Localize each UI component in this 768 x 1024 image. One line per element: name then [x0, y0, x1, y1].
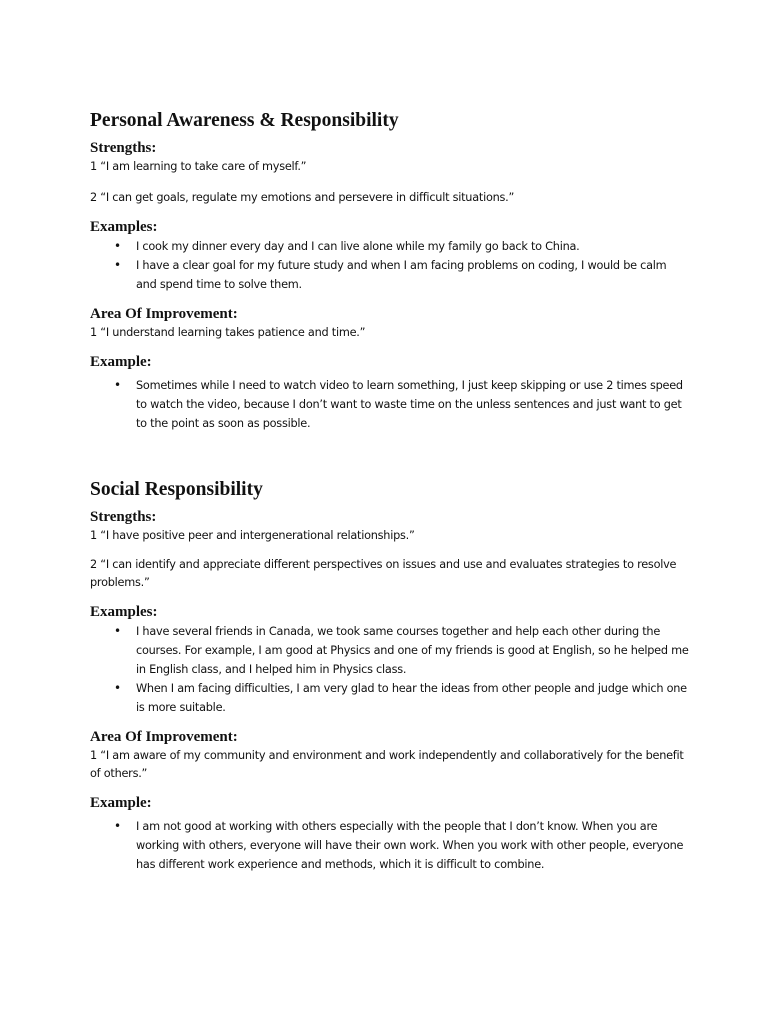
- section-personal-awareness: [90, 108, 690, 433]
- example-text: I have several friends in Canada, we took same courses together and help each other during the courses. For example, I am good at Physics and one of my friends is good at English, so he helped me in English class, and I helped him in Physics class.: [136, 625, 689, 676]
- improvement-heading: Area Of Improvement:: [90, 306, 238, 322]
- bullet: •: [114, 378, 121, 392]
- bullet: •: [114, 819, 121, 833]
- example-text: I have a clear goal for my future study and when I am facing problems on coding, I would be calm and spend time to solve them.: [136, 259, 667, 291]
- bullet: •: [114, 258, 121, 272]
- improvement-text: 1 “I am aware of my community and environment and work independently and collaboratively for the benefit of others.”: [90, 749, 684, 780]
- list-item: [90, 622, 690, 679]
- improvement-heading: Area Of Improvement:: [90, 729, 238, 745]
- list-item: [90, 376, 690, 433]
- section-title: Social Responsibility: [90, 479, 263, 500]
- example-heading: Example:: [90, 795, 152, 811]
- bullet: •: [114, 239, 121, 253]
- strengths-heading: Strengths:: [90, 509, 157, 525]
- strengths-heading: Strengths:: [90, 140, 157, 156]
- example-heading: Example:: [90, 354, 152, 370]
- example-text: I am not good at working with others especially with the people that I don’t know. When you are working with others, everyone will have their own work. When you work with other people, everyone has different work experience and methods, which it is difficult to combine.: [136, 820, 684, 871]
- section-title: Personal Awareness & Responsibility: [90, 110, 399, 131]
- examples-list: [90, 237, 690, 294]
- example-text: When I am facing difficulties, I am very glad to hear the ideas from other people and judge which one is more suitable.: [136, 682, 687, 714]
- example-text: I cook my dinner every day and I can live alone while my family go back to China.: [136, 240, 580, 253]
- examples-heading: Examples:: [90, 219, 158, 235]
- strength-item: 1 “I am learning to take care of myself.”: [90, 160, 307, 173]
- list-item: [90, 256, 690, 294]
- strength-item: 2 “I can get goals, regulate my emotions and persevere in difficult situations.”: [90, 191, 515, 204]
- strength-item: 2 “I can identify and appreciate different perspectives on issues and use and evaluates strategies to resolve problems.”: [90, 558, 677, 589]
- example-list: [90, 817, 690, 874]
- list-item: [90, 679, 690, 717]
- list-item: [90, 817, 690, 874]
- examples-heading: Examples:: [90, 604, 158, 620]
- bullet: •: [114, 624, 121, 638]
- strength-item: 1 “I have positive peer and intergenerational relationships.”: [90, 529, 415, 542]
- example-list: [90, 376, 690, 433]
- bullet: •: [114, 681, 121, 695]
- section-social-responsibility: [90, 477, 690, 874]
- example-text: Sometimes while I need to watch video to learn something, I just keep skipping or use 2 times speed to watch the video, because I don’t want to waste time on the unless sentences and just want to get to the point as soon as possible.: [136, 379, 683, 430]
- improvement-text: 1 “I understand learning takes patience and time.”: [90, 326, 366, 339]
- list-item: [90, 237, 690, 256]
- examples-list: [90, 622, 690, 717]
